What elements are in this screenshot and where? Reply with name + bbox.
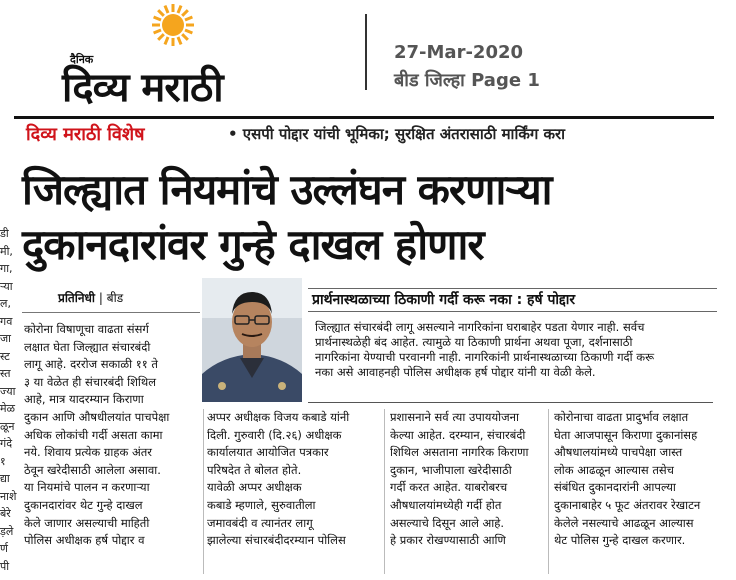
column-line: प्रशासनाने सर्व त्या उपाययोजना [390,410,520,424]
sun-logo-icon [150,2,196,48]
fragment-line: ज्या [0,384,16,398]
column-line: ३ या वेळेत ही संचारबंदी शिथिल [24,374,157,389]
article-column-2 [207,409,350,550]
column-line: गर्दी करत आहेत. याबरोबरच [390,480,508,495]
column-line: लोक आढळून आल्यास तसेच [554,462,674,477]
fragment-line: पी [0,559,10,573]
subhead-line: प्रार्थनास्थळेही बंद आहेत. त्यामुळे या ठिकाणी प्रार्थना अथवा पूजा, दर्शनासाठी [315,335,633,349]
column-line: पोलिस अधीक्षक हर्ष पोद्दार व [24,533,145,548]
column-line: केले जाणार असल्याची माहिती [24,515,150,530]
newspaper-logo: दिव्य मराठी [62,65,223,111]
byline-author: प्रतिनिधी [58,291,96,305]
column-line: शिथिल असताना नागरिक किराणा [390,445,529,460]
column-line: अधिक लोकांची गर्दी असता कामा [24,427,163,442]
column-divider [203,409,204,574]
kicker-text: • एसपी पोद्दार यांची भूमिका; सुरक्षित अंतरासाठी मार्किंग करा [228,125,566,143]
column-line: औषधालयांमध्येही गर्दी होत [390,497,502,512]
subhead-line: नका असे आवाहनही पोलिस अधीक्षक हर्ष पोद्दार यांनी या वेळी केले. [315,365,596,379]
officer-photo [202,278,302,402]
column-divider [384,409,385,574]
fragment-line: मी, [0,244,13,258]
column-line: कार्यालयात आयोजित पत्रकार [207,445,329,460]
edition-date: 27-Mar-2020 [394,42,524,63]
column-line: दुकान आणि औषधीलयांत पाचपेक्षा [24,409,170,424]
column-line: दुकानाबाहेर ५ फूट अंतरावर रेखाटन [554,497,701,512]
column-line: दुकान, भाजीपाला खरेदीसाठी [390,462,512,477]
column-line: कोरोना विषाणूचा वाढता संसर्ग [24,322,149,336]
fragment-line: द्या [0,472,10,485]
byline-rule [22,312,200,313]
column-line: संबंधित दुकानदारांनी आपल्या [554,480,676,495]
column-line: औषधालयांमध्ये पाचपेक्षा जास्त [554,445,683,460]
column-line: जमावबंदी व त्यानंतर लागू [207,515,313,530]
fragment-line: बेरे [0,507,11,520]
column-line: दिली. गुरुवारी (दि.२६) अधीक्षक [207,427,342,442]
column-line: लागू आहे. दररोज सकाळी ११ ते [24,357,158,372]
column-line: हे प्रकार रोखण्यासाठी आणि [390,533,506,548]
headline-line-2: दुकानदारांवर गुन्हे दाखल होणार [22,220,484,269]
subhead-body [315,320,710,380]
subhead-rule [308,402,713,403]
logo-tagline: दैनिक [70,53,94,66]
fragment-line: ल, [0,297,11,310]
byline-location: | बीड [98,291,124,305]
subhead-title: प्रार्थनास्थळाच्या ठिकाणी गर्दी करू नका : हर्ष पोद्दार [308,288,717,312]
article-column-1 [24,321,202,550]
column-divider [548,409,549,574]
column-line: केल्या आहेत. दरम्यान, संचारबंदी [390,427,526,442]
column-line: या नियमांचे पालन न करणाऱ्या [24,480,150,495]
fragment-line: १ [0,454,6,468]
edition-page: बीड जिल्हा Page 1 [394,70,540,91]
column-line: नये. शिवाय प्रत्येक ग्राहक अंतर [24,445,152,460]
subhead-line: नागरिकांना येण्याची परवानगी नाही. नागरिकांनी प्रार्थनास्थळाच्या ठिकाणी गर्दी करू [315,350,655,364]
article-column-3 [390,409,540,550]
column-line: दुकानदारांवर थेट गुन्हे दाखल [24,497,143,512]
byline [58,289,123,306]
column-line: अप्पर अधीक्षक विजय कबाडे यांनी [207,410,350,424]
adjacent-article-fragment [0,225,17,575]
fragment-line: ड़ले [0,524,14,538]
subhead-line: जिल्ह्यात संचारबंदी लागू असल्याने नागरिकांना घराबाहेर पडता येणार नाही. सर्वच [315,320,645,334]
fragment-line: गव [0,314,13,328]
headline-line-1: जिल्ह्यात नियमांचे उल्लंघन करणाऱ्या [22,165,552,214]
column-line: लक्षात घेता जिल्ह्यात संचारबंदी [24,339,151,354]
column-line: घेता आजपासून किराणा दुकानांसह [554,427,698,442]
kicker-brand: दिव्य मराठी विशेष [26,124,145,145]
fragment-line: गा, [0,262,13,275]
column-line: ठेवून खरेदीसाठी आलेला असावा. [24,462,161,477]
fragment-line: गंदे [0,437,13,450]
masthead-divider [365,14,367,90]
column-line: परिषदेत ते बोलत होते. [207,462,302,477]
column-line: झालेल्या संचारबंदीदरम्यान पोलिस [207,533,346,548]
fragment-line: ऱ्या [0,279,13,293]
fragment-line: जा [0,332,12,345]
fragment-line: नाशे [0,489,17,503]
fragment-line: डी [0,227,9,240]
column-line: कबाडे म्हणाले, सुरुवातीला [207,497,316,512]
fragment-line: स्त [0,367,11,380]
fragment-line: स्ट [0,349,10,363]
article-column-4 [554,409,712,550]
fragment-line: मेळ [0,402,15,415]
fragment-line: ळून [0,419,15,433]
column-line: यावेळी अप्पर अधीक्षक [207,480,302,495]
column-line: असल्याचे दिसून आले आहे. [390,515,505,530]
fragment-line: र्ण [0,542,8,555]
column-line: थेट पोलिस गुन्हे दाखल करणार. [554,533,686,548]
column-line: आहे, मात्र यादरम्यान किराणा [24,392,144,407]
column-line: कोरोनाचा वाढता प्रादुर्भाव लक्षात [554,410,689,424]
column-line: केलेले नसल्याचे आढळून आल्यास [554,515,694,530]
